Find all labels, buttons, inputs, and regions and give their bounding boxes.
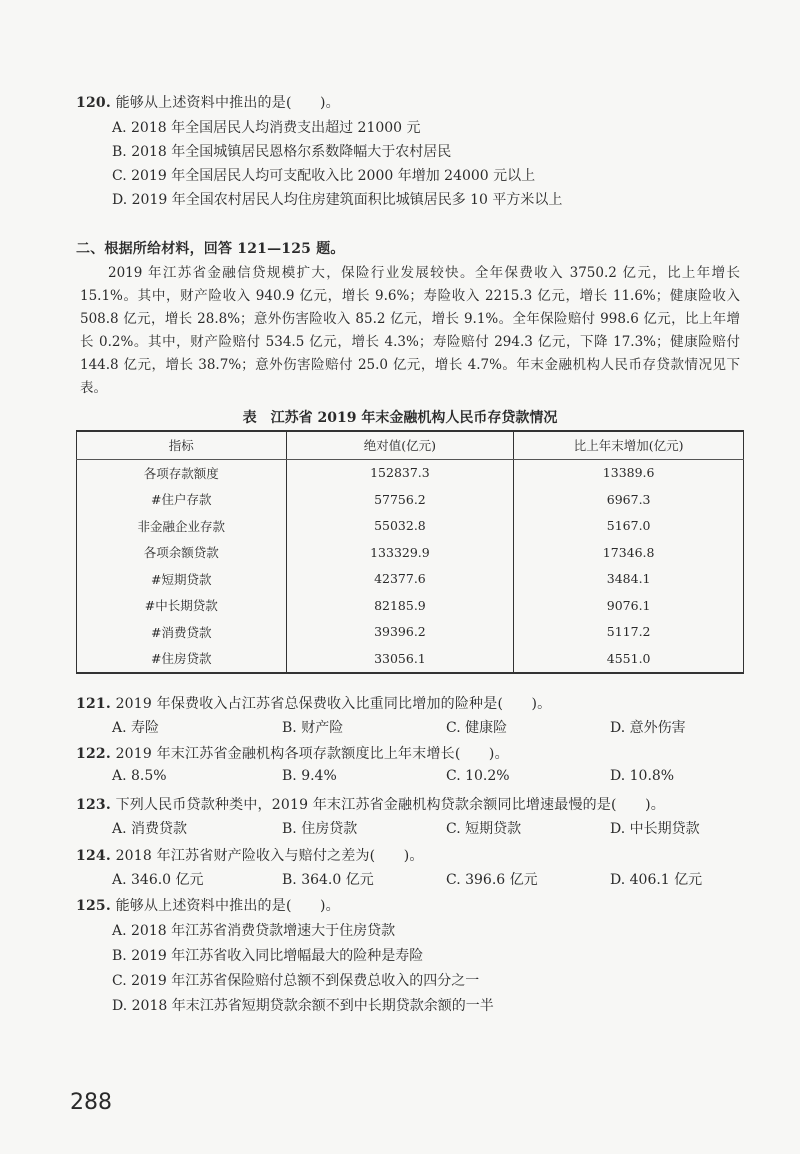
q120-stem: 能够从上述资料中推出的是( )。	[115, 95, 340, 111]
row-increase: 13389.6	[514, 459, 744, 486]
q122-stem-line	[76, 743, 509, 763]
q125-option-c[interactable]: C. 2019 年江苏省保险赔付总额不到保费总收入的四分之一	[112, 973, 480, 989]
q121-stem: 2019 年保费收入占江苏省总保费收入比重同比增加的险种是( )。	[115, 696, 552, 712]
q121-stem-line	[76, 693, 551, 713]
row-increase: 5117.2	[514, 619, 744, 646]
table-row	[77, 619, 744, 646]
q123-option-b[interactable]: B. 住房贷款	[282, 821, 358, 837]
row-increase: 4551.0	[514, 645, 744, 673]
table-row	[77, 513, 744, 540]
q122-option-b[interactable]: B. 9.4%	[282, 768, 337, 784]
row-indicator: 各项存款额度	[77, 459, 287, 486]
q124-option-d[interactable]: D. 406.1 亿元	[610, 872, 703, 888]
q124-stem: 2018 年江苏省财产险收入与赔付之差为( )。	[115, 848, 424, 864]
q124-stem-line	[76, 845, 424, 865]
q125-option-a[interactable]: A. 2018 年江苏省消费贷款增速大于住房贷款	[112, 923, 396, 939]
q120-option-a[interactable]: A. 2018 年全国居民人均消费支出超过 21000 元	[112, 120, 421, 136]
q120-option-b[interactable]: B. 2018 年全国城镇居民恩格尔系数降幅大于农村居民	[112, 144, 452, 160]
section-heading: 二、根据所给材料，回答 121—125 题。	[76, 241, 345, 257]
q122-option-c[interactable]: C. 10.2%	[446, 768, 510, 784]
q124-number: 124.	[76, 848, 111, 864]
q121-number: 121.	[76, 696, 111, 712]
row-absolute: 39396.2	[286, 619, 514, 646]
q121-option-c[interactable]: C. 健康险	[446, 720, 508, 736]
row-absolute: 152837.3	[286, 459, 514, 486]
row-indicator: #住户存款	[77, 486, 287, 513]
row-absolute: 57756.2	[286, 486, 514, 513]
q121-option-a[interactable]: A. 寿险	[112, 720, 160, 736]
row-indicator: #中长期贷款	[77, 592, 287, 619]
material-text: 2019 年江苏省金融信贷规模扩大，保险行业发展较快。全年保费收入 3750.2 亿元，比上年增长 15.1%。其中，财产险收入 940.9 亿元，增长 9.6%；寿险收入 2215.3 亿元，增长 11.6%；健康险收入 508.8 亿元，增长 28.8%；意外伤害险收入 85.2 亿元，增长 9.1%。全年保险赔付 998.6 亿元，比上年增长 0.2%。其中，财产险赔付 534.5 亿元，增长 4.3%；寿险赔付 294.3 亿元，下降 17.3%；健康险赔付 144.8 亿元，增长 38.7%；意外伤害险赔付 25.0 亿元，增长 4.7%。年末金融机构人民币存贷款情况见下表。	[80, 265, 740, 396]
header-absolute: 绝对值(亿元)	[286, 431, 514, 459]
q123-option-a[interactable]: A. 消费贷款	[112, 821, 188, 837]
q125-option-d[interactable]: D. 2018 年末江苏省短期贷款余额不到中长期贷款余额的一半	[112, 998, 494, 1014]
row-increase: 5167.0	[514, 513, 744, 540]
row-absolute: 55032.8	[286, 513, 514, 540]
table-row	[77, 645, 744, 673]
q122-option-a[interactable]: A. 8.5%	[112, 768, 167, 784]
row-indicator: #短期贷款	[77, 566, 287, 593]
page-number: 288	[70, 1090, 112, 1115]
q124-option-a[interactable]: A. 346.0 亿元	[112, 872, 204, 888]
deposit-loan-table	[76, 430, 744, 674]
q123-stem-line	[76, 794, 665, 814]
row-indicator: 各项余额贷款	[77, 539, 287, 566]
row-absolute: 82185.9	[286, 592, 514, 619]
q125-number: 125.	[76, 898, 111, 914]
row-increase: 3484.1	[514, 566, 744, 593]
q124-option-b[interactable]: B. 364.0 亿元	[282, 872, 374, 888]
q121-option-b[interactable]: B. 财产险	[282, 720, 344, 736]
q125-stem: 能够从上述资料中推出的是( )。	[115, 898, 340, 914]
row-indicator: #消费贷款	[77, 619, 287, 646]
q122-stem: 2019 年末江苏省金融机构各项存款额度比上年末增长( )。	[115, 746, 509, 762]
q120-option-d[interactable]: D. 2019 年全国农村居民人均住房建筑面积比城镇居民多 10 平方米以上	[112, 192, 563, 208]
q121-option-d[interactable]: D. 意外伤害	[610, 720, 686, 736]
q123-stem: 下列人民币贷款种类中，2019 年末江苏省金融机构贷款余额同比增速最慢的是( )。	[115, 797, 665, 813]
row-absolute: 42377.6	[286, 566, 514, 593]
q120-number: 120.	[76, 95, 111, 111]
table-header-row	[77, 431, 744, 459]
q123-number: 123.	[76, 797, 111, 813]
table-row	[77, 566, 744, 593]
q122-option-d[interactable]: D. 10.8%	[610, 768, 675, 784]
row-increase: 9076.1	[514, 592, 744, 619]
q124-option-c[interactable]: C. 396.6 亿元	[446, 872, 538, 888]
row-indicator: 非金融企业存款	[77, 513, 287, 540]
material-paragraph	[80, 262, 740, 400]
header-indicator: 指标	[77, 431, 287, 459]
q120-option-c[interactable]: C. 2019 年全国居民人均可支配收入比 2000 年增加 24000 元以上	[112, 168, 536, 184]
q122-number: 122.	[76, 746, 111, 762]
table-row	[77, 539, 744, 566]
header-increase: 比上年末增加(亿元)	[514, 431, 744, 459]
row-increase: 17346.8	[514, 539, 744, 566]
q123-option-c[interactable]: C. 短期贷款	[446, 821, 522, 837]
row-absolute: 133329.9	[286, 539, 514, 566]
row-absolute: 33056.1	[286, 645, 514, 673]
table-row	[77, 592, 744, 619]
q125-stem-line	[76, 895, 340, 915]
row-increase: 6967.3	[514, 486, 744, 513]
table-row	[77, 459, 744, 486]
row-indicator: #住房贷款	[77, 645, 287, 673]
table-title: 表 江苏省 2019 年末金融机构人民币存贷款情况	[242, 410, 558, 426]
q125-option-b[interactable]: B. 2019 年江苏省收入同比增幅最大的险种是寿险	[112, 948, 424, 964]
table-row	[77, 486, 744, 513]
q120-stem-line	[76, 92, 340, 112]
q123-option-d[interactable]: D. 中长期贷款	[610, 821, 700, 837]
